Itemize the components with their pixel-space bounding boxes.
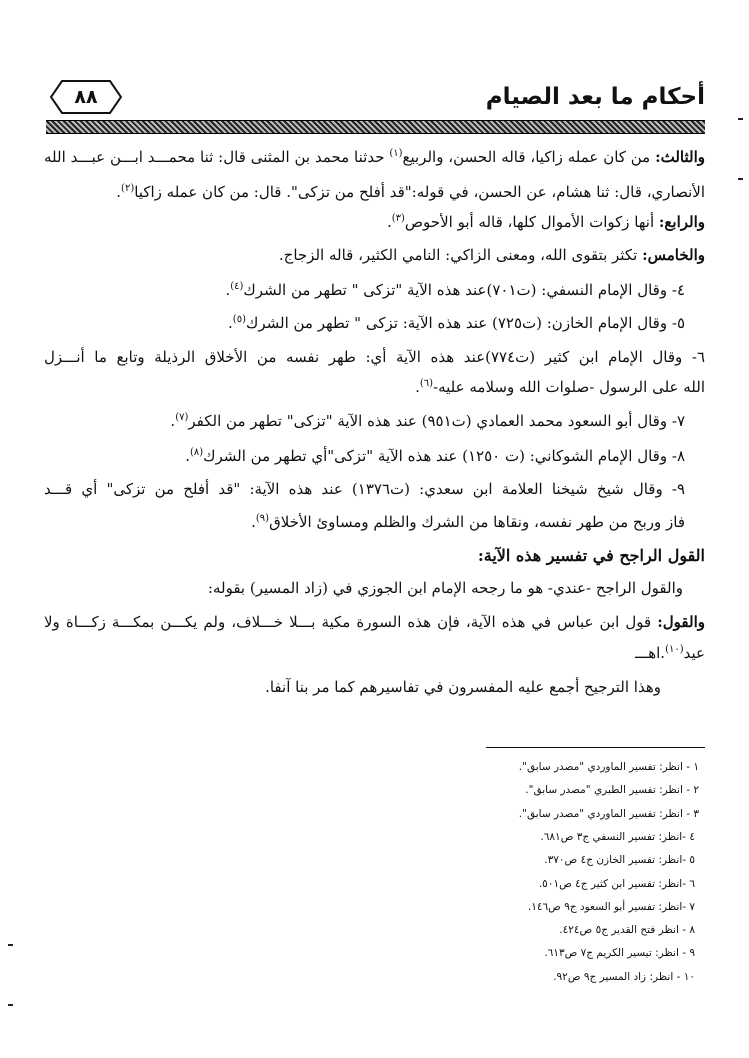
line-text-end: . <box>251 513 256 531</box>
footnote-ref: (٣) <box>391 213 405 224</box>
footnote: ٦ -انظر: تفسير ابن كثير ج٤ ص٥٠١. <box>538 877 695 890</box>
line-text: والقول الراجح -عندي- هو ما رجحه الإمام ابن الجوزي في (زاد المسير) بقوله: <box>207 579 683 597</box>
footnote-ref: (١٠) <box>665 644 684 655</box>
line-text-end: . <box>185 447 190 465</box>
line-text: من كان عمله زاكيا، قاله الحسن، والربيع <box>402 148 656 166</box>
line-text: ٤- وقال الإمام النسفي: (ت٧٠١)عند هذه الآية "تزكى " تطهر من الشرك <box>243 281 685 299</box>
body-line <box>44 280 685 300</box>
body-line <box>44 182 705 202</box>
footnote: ٨ - انظر فتح القدير ج٥ ص٤٢٤. <box>559 924 695 937</box>
line-label: القول الراجح في تفسير هذه الآية: <box>477 546 705 565</box>
body-line <box>44 479 685 499</box>
line-text-end: . <box>170 412 176 430</box>
running-header-title: أحكام ما بعد الصيام <box>485 84 705 110</box>
line-text: عيد <box>683 644 705 662</box>
header-rule <box>46 120 705 134</box>
scan-mark <box>8 944 13 946</box>
body-line <box>44 377 705 397</box>
footnote-ref: (٩) <box>255 513 270 524</box>
line-text: ٧- وقال أبو السعود محمد العمادي (ت٩٥١) عند هذه الآية "تزكى" تطهر من الكفر <box>188 412 685 430</box>
line-text: ٨- وقال الإمام الشوكاني: (ت ١٢٥٠) عند هذه الآية "تزكى"أي تطهر من الشرك <box>203 447 685 465</box>
line-text: ٥- وقال الإمام الخازن: (ت٧٢٥) عند هذه الآية: تزكى " تطهر من الشرك <box>245 314 685 332</box>
line-text: فاز وربح من طهر نفسه، ونقاها من الشرك والظلم ومساوئ الأخلاق <box>269 513 685 531</box>
body-line <box>44 677 661 697</box>
line-text-end: حدثنا محمد بن المثنى قال: ثنا محمـــد ابـــن عبـــد الله <box>44 148 390 166</box>
body-line <box>44 245 705 265</box>
footnote: ٤ -انظر: تفسير النسفي ج٣ ص٦٨١. <box>540 830 695 843</box>
line-text-end: .اهـــ <box>635 644 666 662</box>
footnote-ref: (٥) <box>232 314 246 325</box>
line-text-end: . <box>225 281 231 299</box>
line-text: تكثر بتقوى الله، ومعنى الزاكي: النامي الكثير، قاله الزجاج. <box>278 246 643 264</box>
line-text-end: . <box>116 183 122 201</box>
body-line <box>44 512 685 532</box>
line-label: والرابع: <box>658 213 705 231</box>
footnote: ٣ - انظر: تفسير الماوردي "مصدر سابق". <box>518 807 699 820</box>
body-line <box>44 446 685 466</box>
line-text: أنها زكوات الأموال كلها، قاله أبو الأحوص <box>404 213 659 231</box>
page-number: ٨٨ <box>74 86 98 108</box>
footnote-ref: (٦) <box>419 378 434 389</box>
body-line <box>44 212 705 232</box>
line-text-end: . <box>228 314 233 332</box>
line-text: الأنصاري، قال: ثنا هشام، عن الحسن، في قوله:"قد أفلح من تزكى". قال: من كان عمله زاكيا <box>134 183 705 201</box>
line-text: الله على الرسول -صلوات الله وسلامه عليه- <box>433 378 705 396</box>
footnote: ٧ -انظر: تفسير أبو السعود ج٩ ص١٤٦. <box>527 900 695 913</box>
body-line <box>44 612 705 632</box>
line-text-end: . <box>386 213 392 231</box>
line-text: ٦- وقال الإمام ابن كثير (ت٧٧٤)عند هذه الآية أي: طهر نفسه من الأخلاق الرذيلة وتابع ما أنـــزل <box>44 348 705 366</box>
body-line <box>44 347 705 367</box>
line-text: قول ابن عباس في هذه الآية، فإن هذه السورة مكية بـــلا خـــلاف، ولم يكـــن بمكـــة زكـــاة ولا <box>44 613 658 631</box>
line-label: والخامس: <box>642 246 705 264</box>
body-line <box>44 643 705 663</box>
line-label: والثالث: <box>655 148 705 166</box>
body-line <box>44 147 705 167</box>
body-line <box>44 313 685 333</box>
footnote-separator <box>486 747 705 748</box>
scan-mark <box>738 118 743 120</box>
footnote-ref: (٧) <box>175 412 189 423</box>
line-label: والقول: <box>657 613 705 631</box>
scan-mark <box>8 1004 13 1006</box>
footnote: ٩ - انظر: تيسير الكريم ج٧ ص٦١٣. <box>544 947 695 960</box>
footnote-ref: (٢) <box>121 183 135 194</box>
line-text-end: . <box>415 378 420 396</box>
body-line <box>44 411 685 431</box>
body-line <box>44 546 705 566</box>
line-text: وهذا الترجيح أجمع عليه المفسرون في تفاسيرهم كما مر بنا آنفا. <box>265 678 661 696</box>
footnote-ref: (١) <box>389 148 403 159</box>
body-line <box>44 578 683 598</box>
footnote-ref: (٨) <box>189 447 204 458</box>
footnote: ٥ -انظر: تفسير الخازن ج٤ ص٣٧٠. <box>544 854 695 867</box>
footnote: ٢ - انظر: تفسير الطبري "مصدر سابق". <box>525 784 699 797</box>
footnote: ١ - انظر: تفسير الماوردي "مصدر سابق". <box>518 761 699 773</box>
footnote-ref: (٤) <box>230 281 244 292</box>
scan-mark <box>738 178 743 180</box>
footnote: ١٠ - انظر: زاد المسير ج٩ ص٩٢. <box>553 970 695 983</box>
line-text: ٩- وقال شيخ شيخنا العلامة ابن سعدي: (ت١٣٧٦) عند هذه الآية: "قد أفلح من تزكى" أي قـــد <box>44 480 685 498</box>
